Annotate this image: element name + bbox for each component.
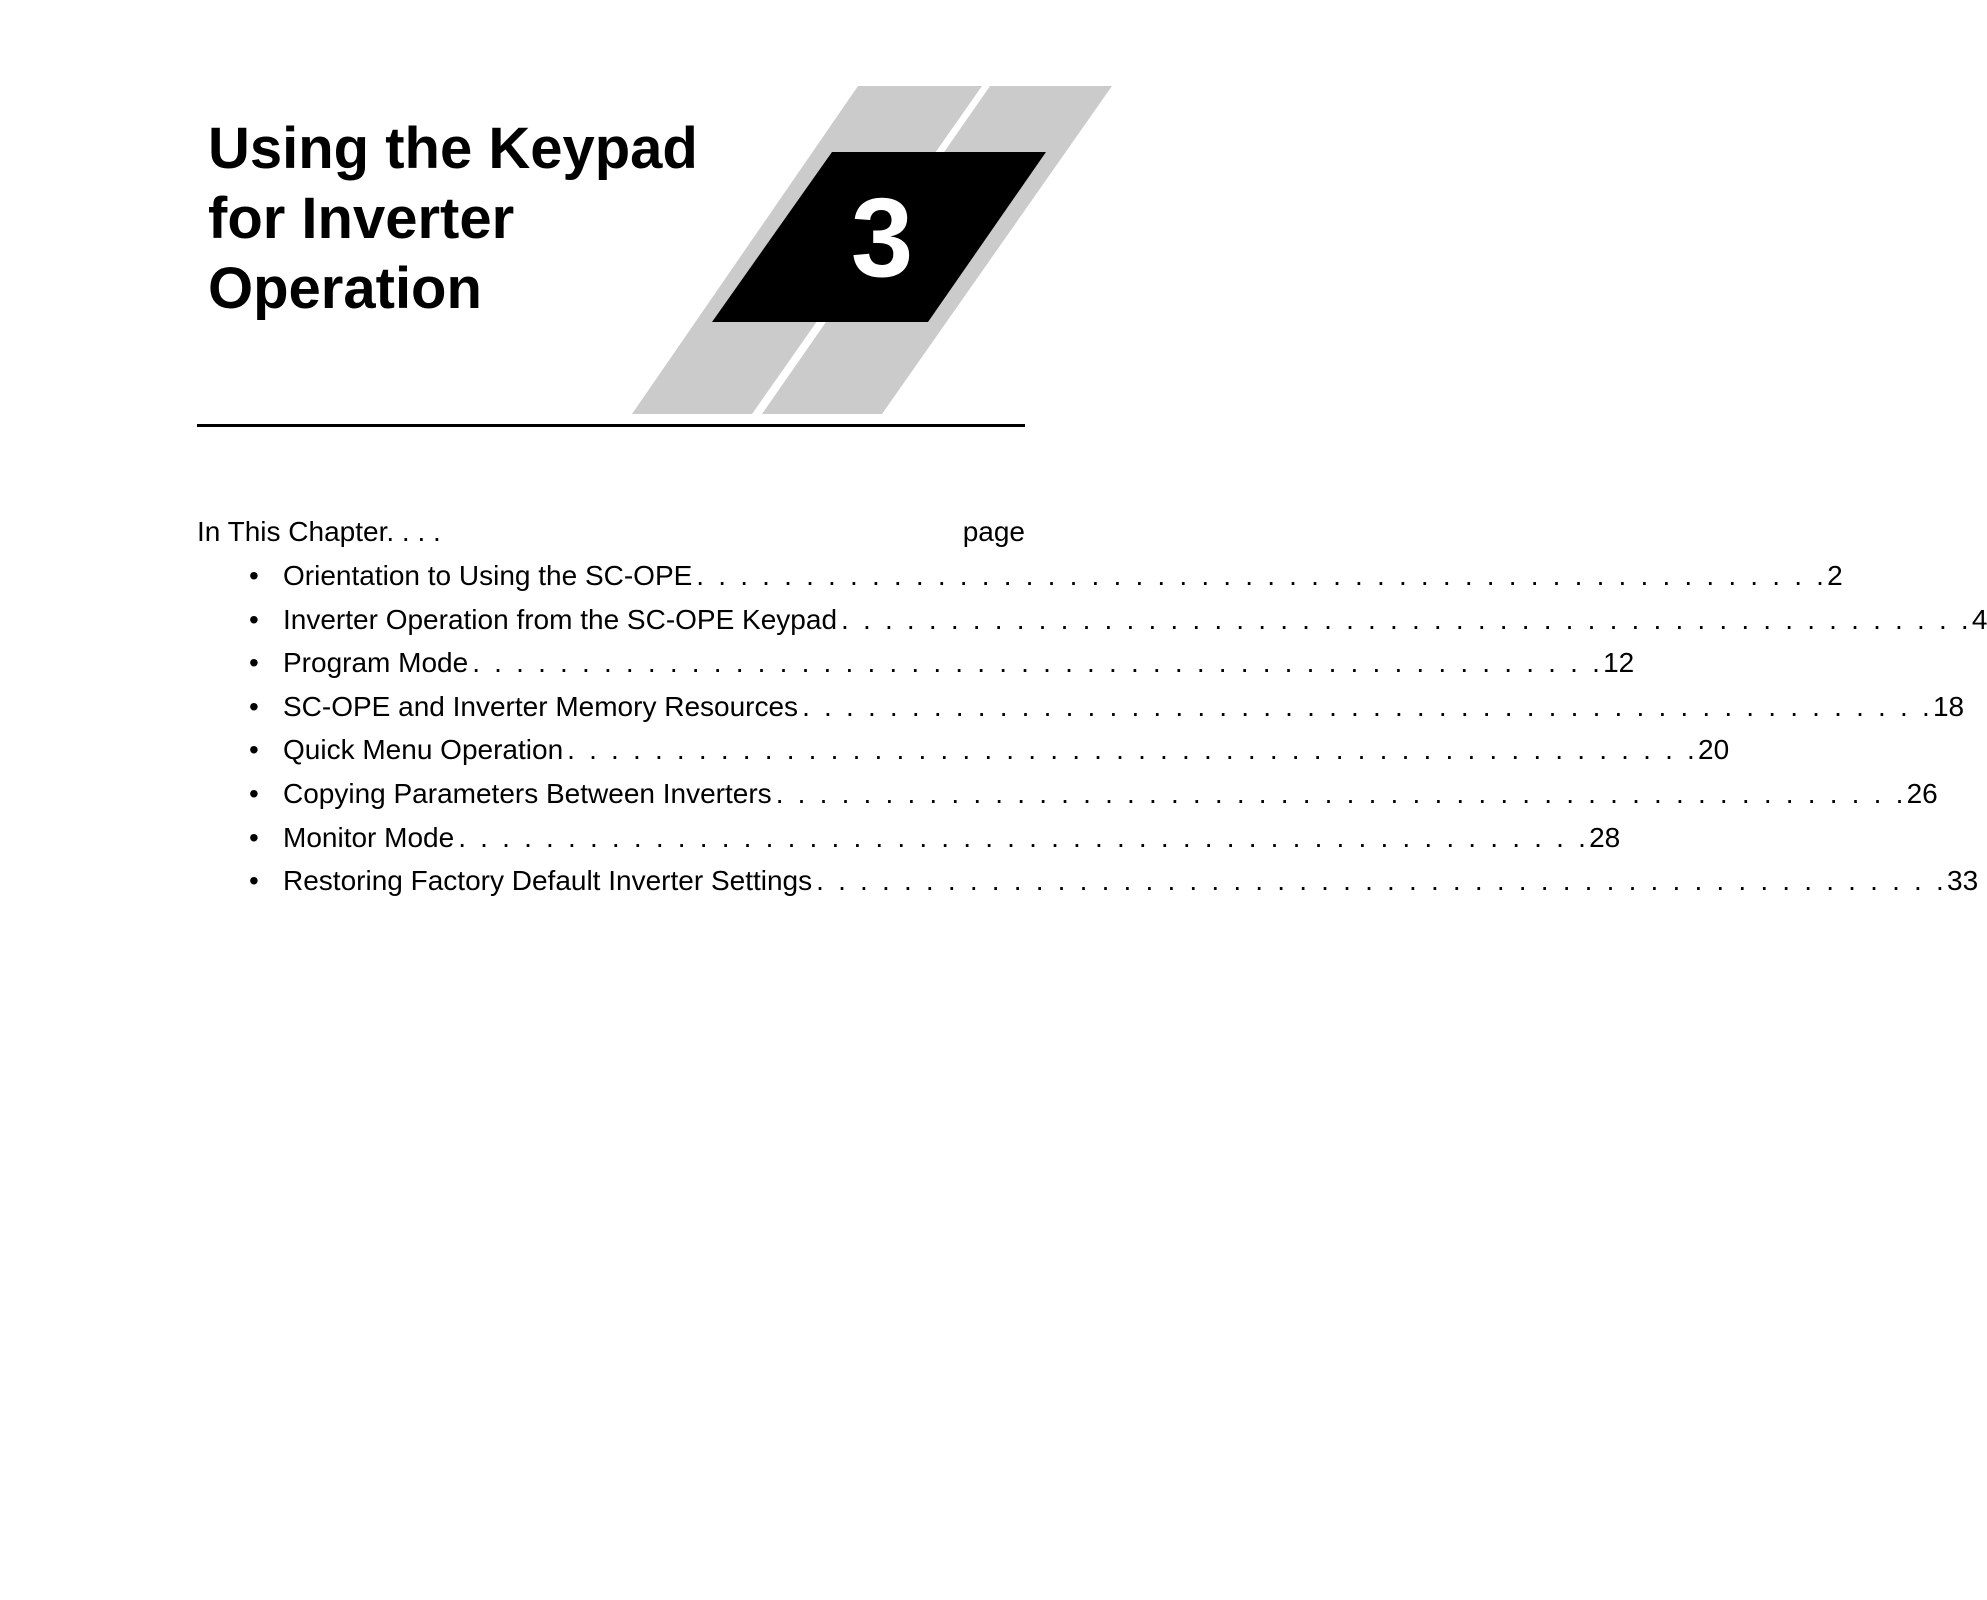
toc-entry-title: Orientation to Using the SC-OPE (283, 560, 693, 591)
toc-entry-page: 20 (1698, 734, 1730, 766)
toc-header (197, 512, 1025, 556)
toc-entry-page: 2 (1827, 560, 1843, 591)
toc-entry-page: 4 (1971, 603, 1987, 635)
chapter-title-line-1: Using the Keypad (208, 116, 698, 181)
toc-entry[interactable] (197, 818, 1621, 862)
chapter-title-line-3: Operation (208, 256, 482, 321)
toc-entry-title: Restoring Factory Default Inverter Settings (283, 865, 813, 897)
toc-dot-leader: . . . . . . . . . . . . . . . . . . . . . . . . . . . . . . . . . . . . . . . . . . . . . . . . . . . . (472, 647, 1604, 679)
toc-entry-page: 18 (1932, 690, 1965, 722)
bullet-icon: • (249, 647, 259, 679)
toc-entry[interactable] (197, 643, 1635, 687)
toc-dot-leader: . . . . . . . . . . . . . . . . . . . . . . . . . . . . . . . . . . . . . . . . . . . . . . . . . . . . (567, 734, 1699, 766)
bullet-icon: • (249, 560, 259, 591)
toc-dot-leader: . . . . . . . . . . . . . . . . . . . . . . . . . . . . . . . . . . . . . . . . . . . . . . . . . . . . (775, 777, 1907, 809)
toc-entry[interactable] (197, 774, 1938, 818)
chapter-number: 3 (850, 175, 914, 300)
toc-entry-title: Monitor Mode (283, 821, 455, 853)
toc-entry[interactable] (197, 556, 1843, 600)
toc-dot-leader: . . . . . . . . . . . . . . . . . . . . . . . . . . . . . . . . . . . . . . . . . . . . . . . . . . . . (816, 865, 1947, 897)
toc-entry-title: Copying Parameters Between Inverters (283, 777, 772, 809)
bullet-icon: • (249, 603, 259, 635)
toc-dot-leader: . . . . . . . . . . . . . . . . . . . . . . . . . . . . . . . . . . . . . . . . . . . . . . . . . . . . (696, 560, 1828, 591)
toc-entry[interactable] (197, 687, 1965, 731)
toc-entry-title: Inverter Operation from the SC-OPE Keypad (283, 603, 838, 635)
toc-entry-title: SC-OPE and Inverter Memory Resources (283, 690, 799, 722)
toc-entry-page: 28 (1589, 821, 1621, 853)
chapter-number-graphic (620, 80, 1120, 420)
toc-list (197, 556, 1987, 905)
bullet-icon: • (249, 865, 259, 897)
toc-entry-page: 33 (1947, 865, 1979, 897)
toc-dot-leader: . . . . . . . . . . . . . . . . . . . . . . . . . . . . . . . . . . . . . . . . . . . . . . . . . . . . (841, 603, 1972, 635)
bullet-icon: • (249, 821, 259, 853)
toc-page-label: page (962, 516, 1025, 547)
bullet-icon: • (249, 690, 259, 722)
toc-entry-page: 26 (1906, 777, 1938, 809)
toc-entry[interactable] (197, 730, 1730, 774)
toc-entry-title: Program Mode (283, 647, 469, 679)
toc-entry[interactable] (197, 600, 1987, 644)
chapter-title-line-2: for Inverter (208, 186, 515, 251)
toc-entry-title: Quick Menu Operation (283, 734, 564, 766)
toc-entry[interactable] (197, 861, 1979, 905)
table-of-contents (197, 512, 1987, 905)
toc-entry-page: 12 (1603, 647, 1635, 679)
bullet-icon: • (249, 777, 259, 809)
toc-heading: In This Chapter. . . . (197, 516, 441, 547)
bullet-icon: • (249, 734, 259, 766)
header-divider (197, 424, 1025, 427)
toc-dot-leader: . . . . . . . . . . . . . . . . . . . . . . . . . . . . . . . . . . . . . . . . . . . . . . . . . . . . (458, 821, 1590, 853)
toc-dot-leader: . . . . . . . . . . . . . . . . . . . . . . . . . . . . . . . . . . . . . . . . . . . . . . . . . . . . (802, 690, 1933, 722)
